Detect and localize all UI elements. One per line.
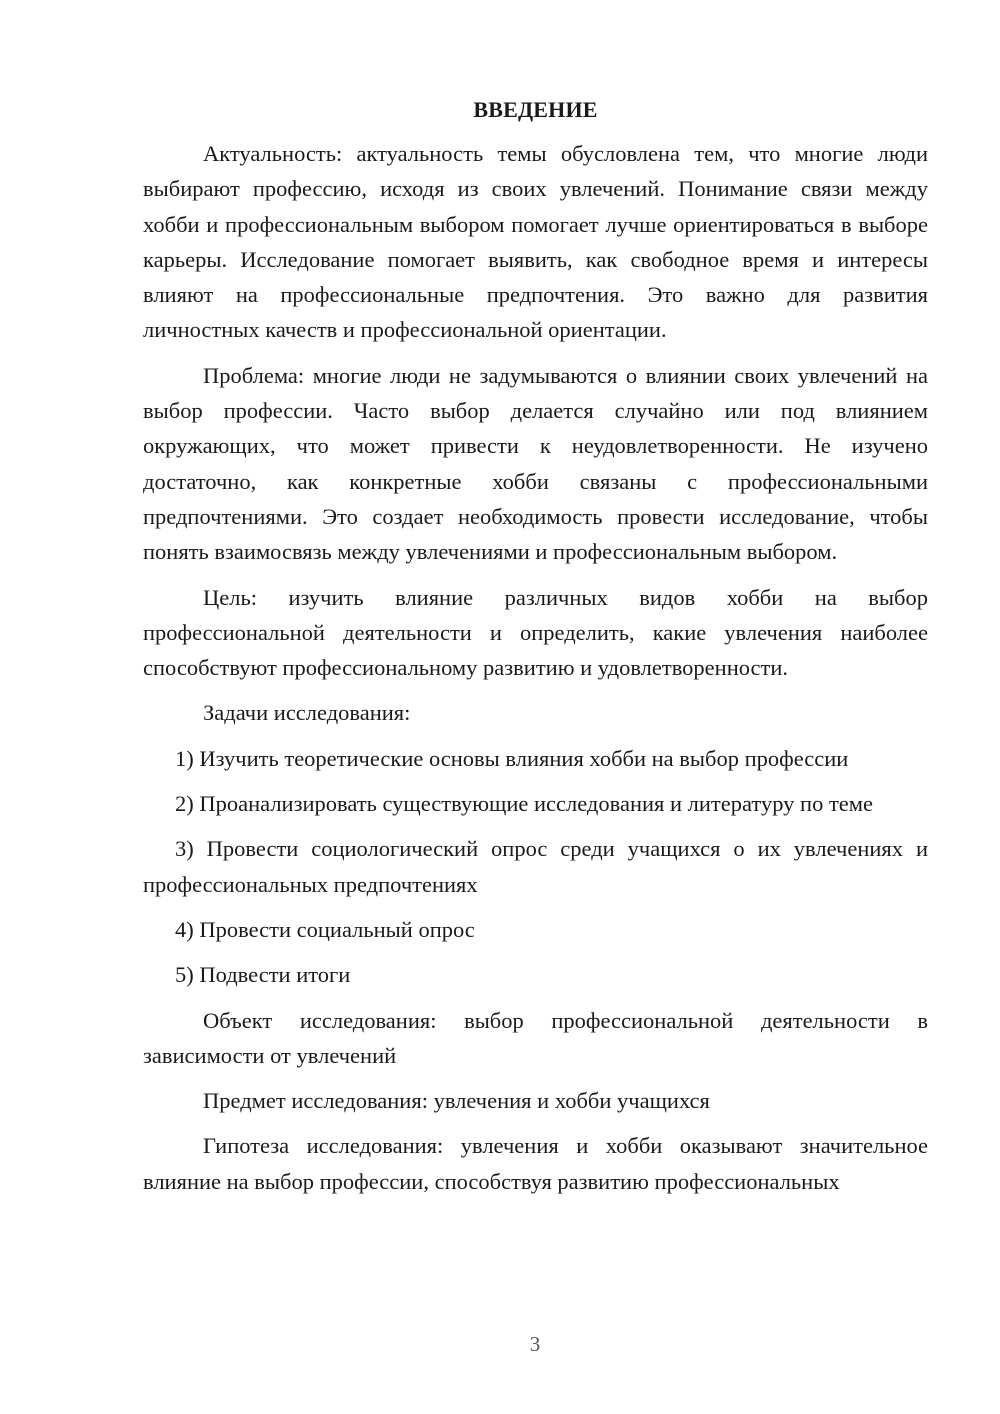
- object-paragraph: Объект исследования: выбор профессиональной деятельности в зависимости от увлечений: [143, 1007, 928, 1068]
- tasks-list: [143, 741, 928, 993]
- hypothesis-paragraph: Гипотеза исследования: увлечения и хобби оказывают значительное влияние на выбор профессии, способствуя развитию профессиональных: [143, 1133, 928, 1194]
- tasks-heading: Задачи исследования:: [203, 700, 411, 726]
- page-number: 3: [529, 1332, 541, 1356]
- task-item-4: 4) Провести социальный опрос: [175, 916, 475, 942]
- task-item-1: 1) Изучить теоретические основы влияния хобби на выбор профессии: [175, 745, 849, 771]
- subject-paragraph: Предмет исследования: увлечения и хобби учащихся: [203, 1088, 710, 1114]
- task-item-5: 5) Подвести итоги: [175, 962, 351, 988]
- problem-paragraph: Проблема: многие люди не задумываются о влиянии своих увлечений на выбор профессии. Часто выбор делается случайно или под влиянием окружающих, что может привести к неудовлетворенности. Не изучено достаточно, как конкретные хобби связаны с профессиональными предпочтениями. Это создает необходимость провести исследование, чтобы понять взаимосвязь между увлечениями и профессиональным выбором.: [143, 362, 928, 565]
- task-item-3: 3) Провести социологический опрос среди учащихся о их увлечениях и профессиональных предпочтениях: [143, 836, 928, 897]
- document-page: [143, 92, 928, 1209]
- page-title: ВВЕДЕНИЕ: [473, 97, 598, 122]
- goal-paragraph: Цель: изучить влияние различных видов хобби на выбор профессиональной деятельности и определить, какие увлечения наиболее способствуют профессиональному развитию и удовлетворенности.: [143, 584, 928, 681]
- relevance-paragraph: Актуальность: актуальность темы обусловлена тем, что многие люди выбирают профессию, исходя из своих увлечений. Понимание связи между хобби и профессиональным выбором помогает лучше ориентироваться в выборе карьеры. Исследование помогает выявить, как свободное время и интересы влияют на профессиональные предпочтения. Это важно для развития личностных качеств и профессиональной ориентации.: [143, 141, 928, 343]
- task-item-2: 2) Проанализировать существующие исследования и литературу по теме: [175, 791, 873, 817]
